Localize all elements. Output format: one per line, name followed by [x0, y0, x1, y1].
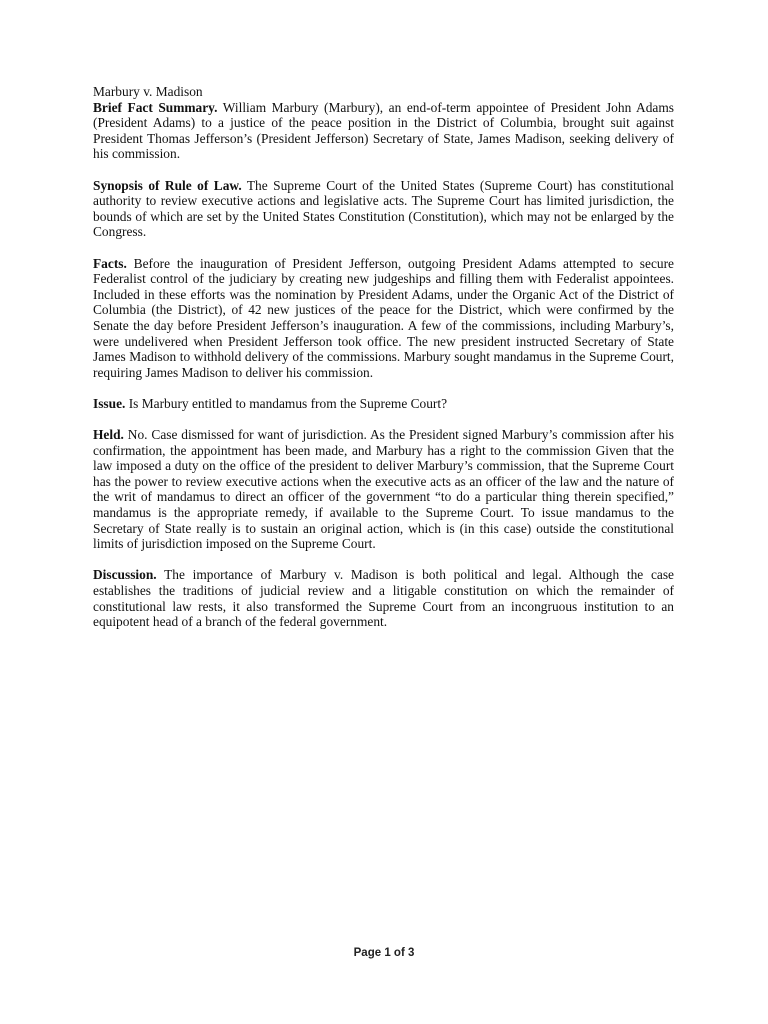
section-brief-fact-summary: [93, 100, 674, 162]
section-text: The Supreme Court of the United States (Supreme Court) has constitutional authority to review executive actions and legislative acts. The Supreme Court has limited jurisdiction, the bounds of which are set by the United States Constitution (Constitution), which may not be enlarged by the Congress.: [93, 177, 674, 240]
section-text: The importance of Marbury v. Madison is both political and legal. Although the case establishes the traditions of judicial review and a litigable constitution on which the remainder of constitutional law rests, it also transformed the Supreme Court from an incongruous institution to an equipotent head of a branch of the federal government.: [93, 567, 674, 630]
section-text: No. Case dismissed for want of jurisdiction. As the President signed Marbury’s commission after his confirmation, the appointment has been made, and Marbury has a right to the commission Given that the law imposed a duty on the office of the president to deliver Marbury’s commission, that the Supreme Court has the power to review executive actions when the executive acts as an officer of the law and the nature of the writ of mandamus to direct an officer of the government “to do a particular thing therein specified,” mandamus is the appropriate remedy, if available to the Supreme Court. To issue mandamus to the Secretary of State really is to sustain an original action, which is (in this case) outside the constitutional limits of jurisdiction imposed on the Supreme Court.: [93, 427, 674, 552]
section-synopsis-rule-of-law: [93, 178, 674, 240]
section-held: [93, 427, 674, 552]
document-title: Marbury v. Madison: [93, 84, 203, 99]
section-heading: Brief Fact Summary.: [93, 99, 218, 115]
section-text: William Marbury (Marbury), an end-of-term appointee of President John Adams (President Adams) to a justice of the peace position in the District of Columbia, brought suit against President Thomas Jefferson’s (President Jefferson) Secretary of State, James Madison, seeking delivery of his commission.: [93, 99, 674, 162]
section-heading: Facts.: [93, 255, 127, 271]
section-heading: Held.: [93, 427, 124, 443]
section-heading: Discussion.: [93, 567, 157, 583]
section-facts: [93, 256, 674, 381]
page-number: Page 1 of 3: [353, 947, 415, 959]
section-text: Is Marbury entitled to mandamus from the Supreme Court?: [125, 395, 448, 411]
section-text: Before the inauguration of President Jefferson, outgoing President Adams attempted to secure Federalist control of the judiciary by creating new judgeships and filling them with Federalist appointees. Included in these efforts was the nomination by President Adams, under the Organic Act of the District of Columbia (the District), of 42 new justices of the peace for the District, which were confirmed by the Senate the day before President Jefferson’s inauguration. A few of the commissions, including Marbury’s, were undelivered when President Jefferson took office. The new president instructed Secretary of State James Madison to withhold delivery of the commissions. Marbury sought mandamus in the Supreme Court, requiring James Madison to deliver his commission.: [93, 255, 674, 380]
document-body: [93, 84, 674, 645]
section-heading: Synopsis of Rule of Law.: [93, 177, 242, 193]
section-discussion: [93, 567, 674, 629]
section-heading: Issue.: [93, 395, 126, 411]
section-issue: [93, 396, 674, 412]
